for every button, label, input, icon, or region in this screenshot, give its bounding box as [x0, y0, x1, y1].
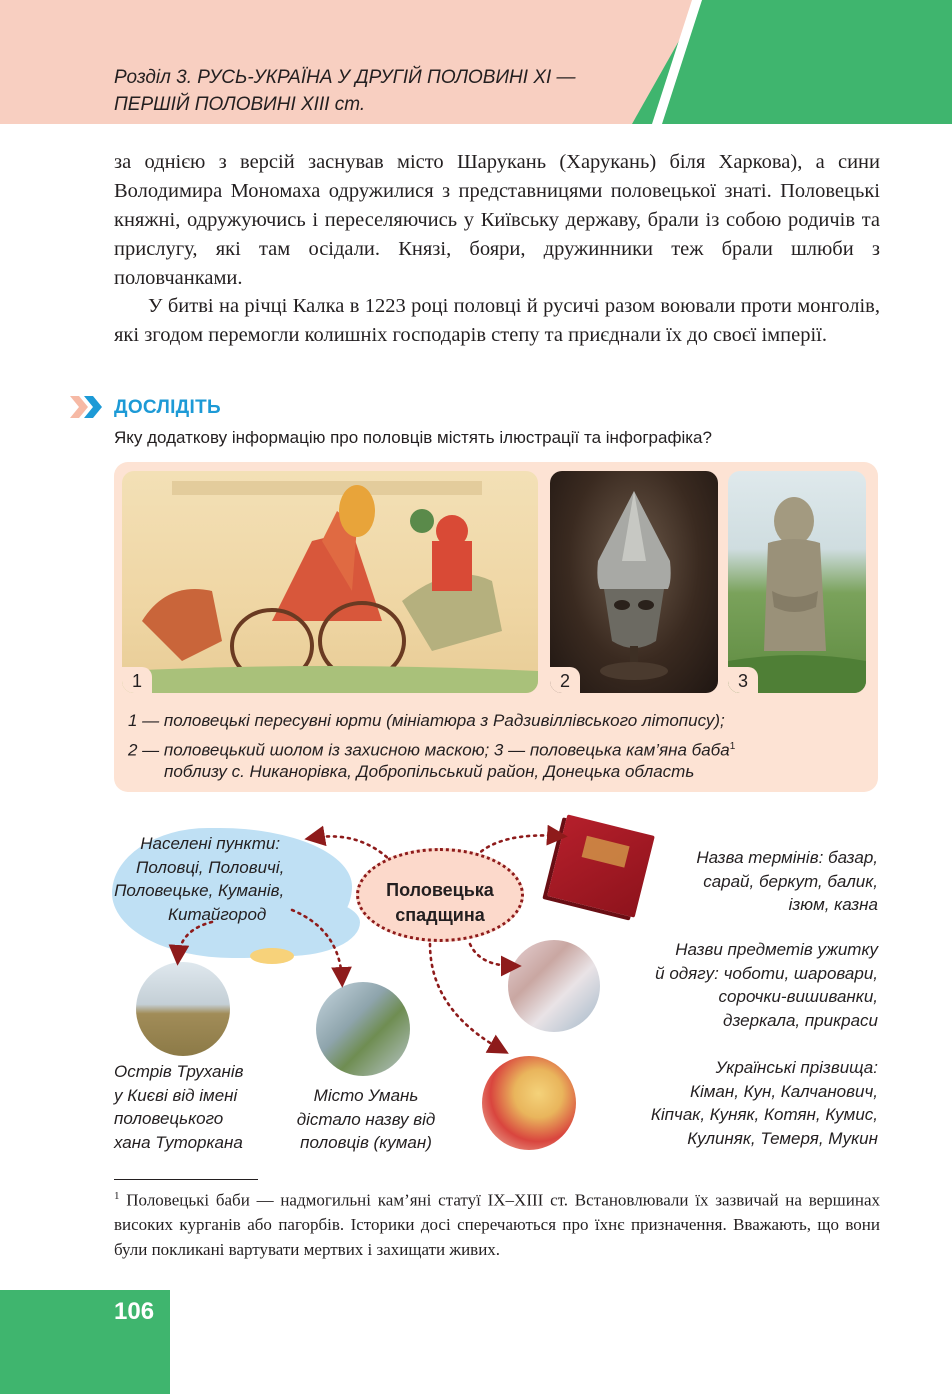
explore-question: Яку додаткову інформацію про половців містять ілюстрації та інфографіка?: [114, 428, 712, 447]
terms-text: [600, 846, 878, 917]
photo-number-3: 3: [728, 667, 758, 693]
caption-footnote-marker: 1: [729, 741, 736, 752]
uman-line: половців (куман): [300, 1133, 432, 1152]
items-text: [600, 938, 878, 1032]
chapter-title-line1: Розділ 3. РУСЬ-УКРАЇНА У ДРУГІЙ ПОЛОВИНІ XI —: [114, 67, 576, 88]
terms-line: сарай, беркут, балик,: [703, 871, 878, 891]
figure-caption-line1: 1 — половецькі пересувні юрти (мініатюра з Радзивіллівського літопису);: [128, 711, 725, 730]
footnote-rule: [114, 1179, 258, 1180]
body-paragraph-1: за однією з версій заснував місто Шарукань (Харукань) біля Харкова), а сини Володимира Мономаха одружилися з представницями половецької знаті. Половецькі княжні, одружуючись і переселяючись у Київську державу, брали із собою родичів та прислугу, які там осідали. Князі, бояри, дружинники теж брали шлюби з половчанками.: [114, 151, 880, 289]
surnames-text: [594, 1056, 878, 1150]
trukhaniv-line: Острів Труханів: [114, 1062, 244, 1081]
photo-people: [482, 1056, 576, 1150]
center-label-line2: спадщина: [395, 905, 485, 925]
settlements-line: Населені пункти:: [140, 834, 281, 853]
items-line: Назви предметів ужитку: [675, 940, 878, 959]
trukhaniv-line: половецького: [114, 1109, 224, 1128]
uman-line: дістало назву від: [296, 1109, 436, 1129]
settlements-text: [114, 832, 285, 926]
trukhaniv-text: [114, 1060, 244, 1154]
photo-trukhaniv-island: [136, 962, 230, 1056]
trukhaniv-line: у Києві від імені: [114, 1085, 238, 1105]
stone-statue-illustration: [728, 471, 866, 693]
footnote: [114, 1184, 880, 1262]
surnames-line: Кіпчак, Куняк, Котян, Кумис,: [650, 1105, 878, 1124]
crimea-shape: [250, 948, 294, 964]
miniature-illustration: [122, 471, 538, 693]
figure-box: [114, 462, 878, 792]
chapter-title: [114, 64, 674, 118]
photo-market: [508, 940, 600, 1032]
heritage-center-label: [356, 878, 524, 928]
items-line: й одягу: чоботи, шаровари,: [655, 963, 878, 983]
photo-miniature: [122, 471, 538, 693]
settlements-line: Половецьке, Куманів,: [114, 881, 285, 900]
terms-line: Назва термінів: базар,: [696, 848, 878, 867]
helmet-illustration: [550, 471, 718, 693]
center-label-line1: Половецька: [386, 880, 494, 900]
settlements-line: Китайгород: [168, 904, 267, 924]
items-line: сорочки-вишиванки,: [718, 987, 878, 1006]
settlements-line: Половці, Половичі,: [136, 857, 285, 877]
surnames-line: Кулиняк, Темеря, Мукин: [687, 1128, 878, 1148]
surnames-line: Українські прізвища:: [715, 1058, 878, 1077]
body-paragraph-2: У битві на річці Калка в 1223 році половці й русичі разом воювали проти монголів, які згодом перемогли колишніх господарів степу та приєднали їх до своєї імперії.: [114, 295, 880, 346]
trukhaniv-line: хана Туторкана: [114, 1132, 243, 1152]
photo-stone-statue: [728, 471, 866, 693]
explore-heading: ДОСЛІДІТЬ: [114, 397, 221, 418]
surnames-line: Кіман, Кун, Калчанович,: [689, 1081, 878, 1101]
footnote-marker: 1: [114, 1190, 120, 1202]
photo-number-1: 1: [122, 667, 152, 693]
figure-caption-line3: поблизу с. Никанорівка, Добропільський район, Донецька область: [164, 762, 695, 781]
page-number: 106: [114, 1298, 155, 1325]
chevron-right-icon: [70, 396, 88, 418]
caption-text: 2 — половецький шолом із захисною маскою; 3 — половецька кам’яна баба: [128, 740, 730, 760]
chapter-title-line2: ПЕРШІЙ ПОЛОВИНІ XIII ст.: [114, 94, 366, 115]
items-line: дзеркала, прикраси: [723, 1010, 878, 1030]
photo-uman: [316, 982, 410, 1076]
photo-helmet: [550, 471, 718, 693]
uman-line: Місто Умань: [313, 1086, 419, 1105]
footnote-text: Половецькі баби — надмогильні кам’яні статуї IX–XIII ст. Встановлювали їх зазвичай на вершинах високих курганів або пагорбів. Історики досі сперечаються про їхнє призначення. Вважають, що вони були покликані вартувати мертвих і захищати живих.: [114, 1190, 881, 1259]
uman-text: [282, 1084, 450, 1155]
photo-number-2: 2: [550, 667, 580, 693]
terms-line: ізюм, казна: [788, 895, 878, 914]
